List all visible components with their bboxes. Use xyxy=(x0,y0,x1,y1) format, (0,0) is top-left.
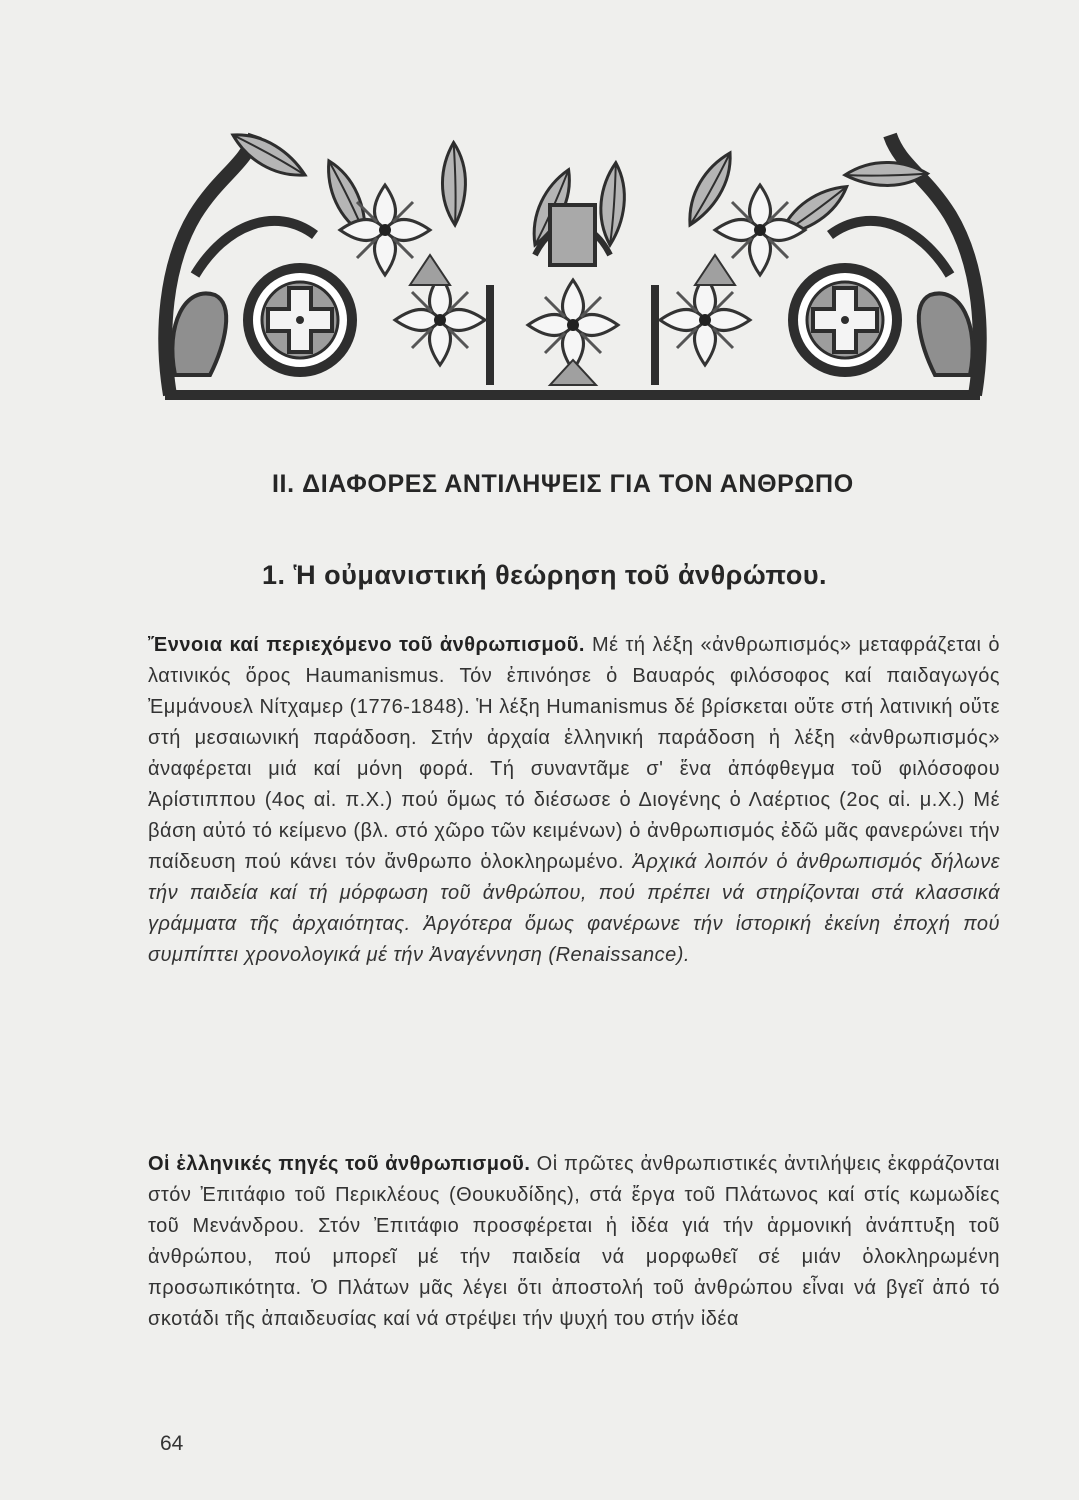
section-title: 1. Ἡ οὐμανιστική θεώρηση τοῦ ἀνθρώπου. xyxy=(262,560,828,590)
paragraph-lead: Οἱ ἑλληνικές πηγές τοῦ ἀνθρωπισμοῦ. xyxy=(148,1153,531,1175)
paragraph-greek-sources xyxy=(148,1149,1000,1335)
paragraph-body: Οἱ πρῶτες ἀνθρωπιστικές ἀντιλήψεις ἐκφράζονται στόν Ἐπιτάφιο τοῦ Περικλέους (Θουκυδίδης), στά ἔργα τοῦ Πλάτωνος καί στίς κωμωδίες τοῦ Μενάνδρου. Στόν Ἐπιτάφιο προσφέρεται ἡ ἰδέα γιά τήν ἁρμονική ἀνάπτυξη τοῦ ἀνθρώπου, πού μπορεῖ μέ τήν παιδεία νά μορφωθεῖ σέ μιάν ὁλοκληρωμένη προσωπικότητα. Ὁ Πλάτων μᾶς λέγει ὅτι ἀποστολή τοῦ ἀνθρώπου εἶναι νά βγεῖ ἀπό τό σκοτάδι τῆς ἀπαιδευσίας καί νά στρέψει τήν ψυχή του στήν ἰδέα xyxy=(148,1153,1001,1330)
paragraph-humanism-meaning xyxy=(148,630,1000,971)
page-number: 64 xyxy=(160,1432,184,1455)
paragraph-body: Μέ τή λέξη «ἀνθρωπισμός» μεταφράζεται ὁ λατινικός ὅρος Haumanismus. Τόν ἐπινόησε ὁ Βαυαρός φιλόσοφος καί παιδαγωγός Ἐμμάνουελ Νίτχαμερ (1776-1848). Ἡ λέξη Humanismus δέ βρίσκεται οὔτε στή λατινική οὔτε στή μεσαιωνική παράδοση. Στήν ἀρχαία ἑλληνική παράδοση ἡ λέξη «ἀνθρωπισμός» ἀναφέρεται μιά καί μόνη φορά. Τή συναντᾶμε σ' ἕνα ἀπόφθεγμα τοῦ φιλόσοφου Ἀρίστιππου (4ος αἰ. π.Χ.) πού ὅμως τό διέσωσε ὁ Διογένης ὁ Λαέρτιος (2ος αἰ. μ.Χ.) Μέ βάση αὐτό τό κείμενο (βλ. στό χῶρο τῶν κειμένων) ὁ ἀνθρωπισμός ἐδῶ μᾶς φανερώνει τήν παίδευση πού κάνει τόν ἄνθρωπο ὁλοκληρωμένο. xyxy=(148,634,1000,873)
paragraph-lead: Ἔννοια καί περιεχόμενο τοῦ ἀνθρωπισμοῦ. xyxy=(148,634,585,656)
decorative-ornament xyxy=(155,95,990,415)
chapter-title: II. ΔΙΑΦΟΡΕΣ ΑΝΤΙΛΗΨΕΙΣ ΓΙΑ ΤΟΝ ΑΝΘΡΩΠΟ xyxy=(272,470,854,498)
paragraph-italic: Ἀρχικά λοιπόν ὁ ἀνθρωπισμός δήλωνε τήν παιδεία καί τή μόρφωση τοῦ ἀνθρώπου, πού πρέπει νά στηρίζονται στά κλασσικά γράμματα τῆς ἀρχαιότητας. Ἀργότερα ὅμως φανέρωνε τήν ἱστορική ἐκείνη ἐποχή πού συμπίπτει χρονολογικά μέ τήν Ἀναγέννηση (Renaissance). xyxy=(148,851,1000,966)
